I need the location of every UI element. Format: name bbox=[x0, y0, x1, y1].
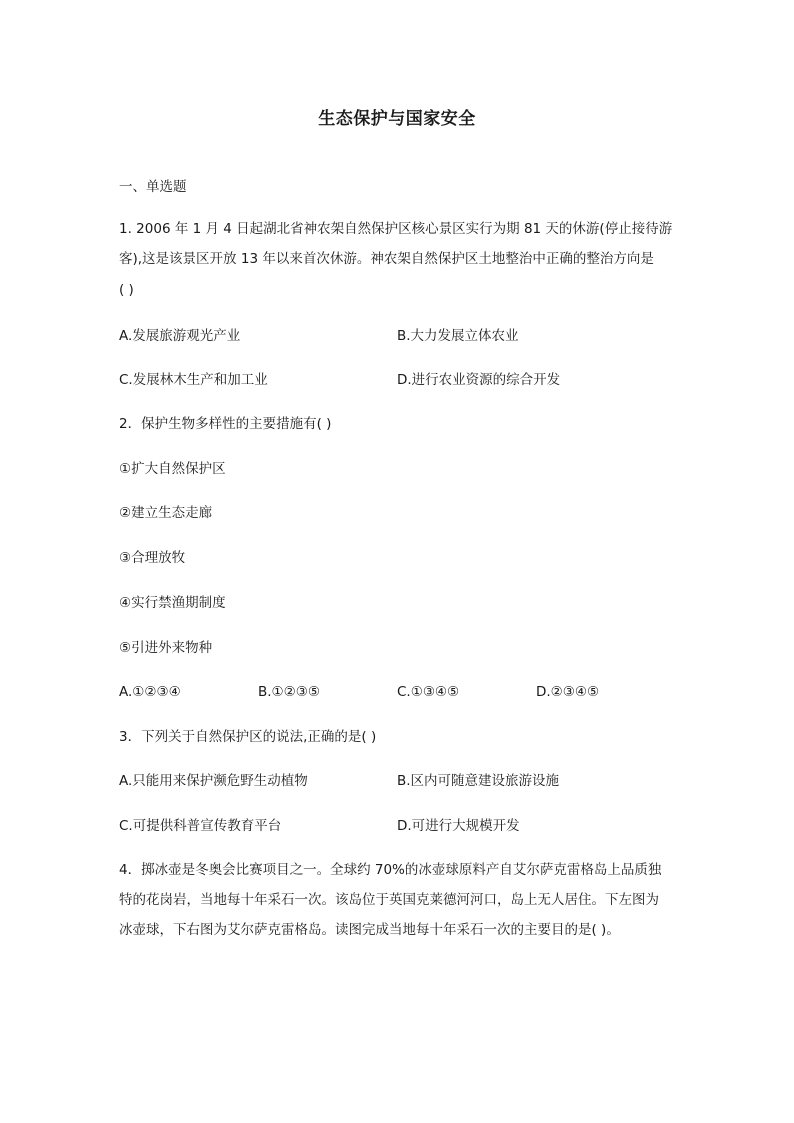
q1-option-b: B.大力发展立体农业 bbox=[397, 328, 519, 344]
q3-stem: 3．下列关于自然保护区的说法,正确的是( ) bbox=[119, 729, 377, 745]
q2-option-a: A.①②③④ bbox=[119, 684, 181, 700]
q1-stem-line-3: ( ) bbox=[119, 282, 134, 298]
q2-item-3: ③合理放牧 bbox=[119, 550, 186, 566]
q2-item-2: ②建立生态走廊 bbox=[119, 505, 213, 521]
q4-stem-line-2: 特的花岗岩，当地每十年采石一次。该岛位于英国克莱德河河口，岛上无人居住。下左图为 bbox=[119, 892, 659, 908]
q2-item-4: ④实行禁渔期制度 bbox=[119, 595, 226, 611]
q2-item-1: ①扩大自然保护区 bbox=[119, 461, 226, 477]
q2-option-b: B.①②③⑤ bbox=[258, 684, 320, 700]
section-heading: 一、单选题 bbox=[119, 179, 187, 195]
q2-item-5: ⑤引进外来物种 bbox=[119, 640, 213, 656]
q3-option-a: A.只能用来保护濒危野生动植物 bbox=[119, 773, 308, 789]
q3-option-d: D.可进行大规模开发 bbox=[397, 818, 520, 834]
q1-option-d: D.进行农业资源的综合开发 bbox=[397, 372, 561, 388]
q2-option-d: D.②③④⑤ bbox=[536, 684, 600, 700]
q4-stem-line-1: 4．掷冰壶是冬奥会比赛项目之一。全球约 70%的冰壶球原料产自艾尔萨克雷格岛上品质独 bbox=[119, 862, 662, 878]
q3-option-c: C.可提供科普宣传教育平台 bbox=[119, 818, 282, 834]
q2-option-c: C.①③④⑤ bbox=[397, 684, 460, 700]
q2-stem: 2．保护生物多样性的主要措施有( ) bbox=[119, 416, 332, 432]
page-title: 生态保护与国家安全 bbox=[318, 109, 476, 129]
q1-option-c: C.发展林木生产和加工业 bbox=[119, 372, 268, 388]
q3-option-b: B.区内可随意建设旅游设施 bbox=[397, 773, 560, 789]
q4-stem-line-3: 冰壶球，下右图为艾尔萨克雷格岛。读图完成当地每十年采石一次的主要目的是( )。 bbox=[119, 922, 620, 938]
q1-option-a: A.发展旅游观光产业 bbox=[119, 328, 241, 344]
q1-stem-line-2: 客),这是该景区开放 13 年以来首次休游。神农架自然保护区土地整治中正确的整治方向是 bbox=[119, 251, 654, 267]
q1-stem-line-1: 1. 2006 年 1 月 4 日起湖北省神农架自然保护区核心景区实行为期 81 天的休游(停止接待游 bbox=[119, 221, 673, 237]
